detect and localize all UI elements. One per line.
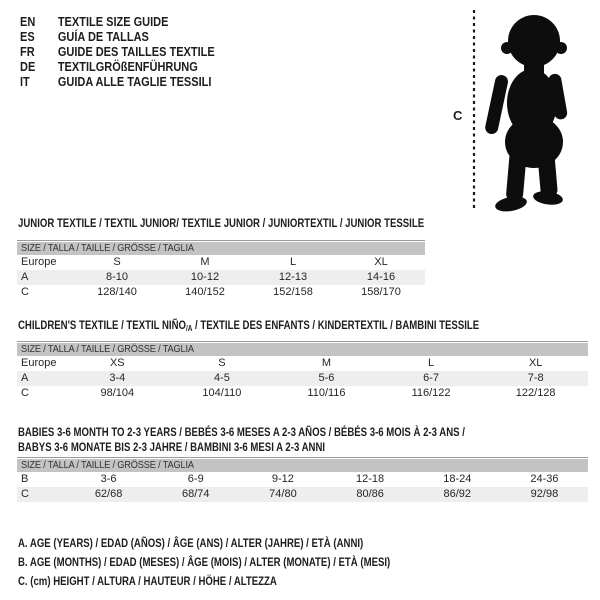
footnote-line bbox=[18, 534, 483, 553]
heading-text: / TEXTILE DES ENFANTS / KINDERTEXTIL / BAMBINI TESSILE bbox=[192, 318, 480, 332]
table-cell: L bbox=[289, 256, 297, 268]
footnote-text: A. AGE (YEARS) / EDAD (AÑOS) / ÂGE (ANS) / ALTER (JAHRE) / ETÀ (ANNI) bbox=[18, 536, 364, 550]
table-cell: 14-16 bbox=[366, 271, 396, 283]
table-cell: 98/104 bbox=[100, 387, 135, 399]
table-row-label: C bbox=[21, 387, 29, 399]
table-cell: 10-12 bbox=[190, 271, 220, 283]
size-table-babies bbox=[17, 457, 588, 502]
table-row-label: A bbox=[21, 271, 29, 283]
table-row-label: C bbox=[21, 488, 29, 500]
language-code: FR bbox=[20, 45, 35, 59]
table-row bbox=[17, 356, 588, 371]
table-cell: L bbox=[428, 357, 435, 369]
language-list bbox=[20, 15, 241, 90]
table-cell: 86/92 bbox=[443, 488, 472, 500]
table-cell: 12-13 bbox=[278, 271, 308, 283]
baby-silhouette-icon bbox=[480, 8, 575, 212]
section-babies-textile bbox=[17, 425, 595, 502]
table-row bbox=[17, 255, 425, 270]
table-cell: 4-5 bbox=[213, 372, 230, 384]
section-heading-junior bbox=[18, 216, 595, 231]
table-cell: 68/74 bbox=[181, 488, 210, 500]
table-row bbox=[17, 270, 425, 285]
section-heading-line bbox=[18, 318, 595, 333]
table-row bbox=[17, 472, 588, 487]
table-row-label: B bbox=[21, 473, 29, 485]
table-cell: 9-12 bbox=[271, 473, 294, 485]
table-cell: 122/128 bbox=[515, 387, 556, 399]
size-table-header-text: SIZE / TALLA / TAILLE / GRÖSSE / TAGLIA bbox=[21, 459, 194, 471]
table-cell: 7-8 bbox=[527, 372, 544, 384]
table-row bbox=[17, 371, 588, 386]
footnote-legend bbox=[18, 534, 483, 591]
footnote-line bbox=[18, 572, 483, 591]
table-cell: M bbox=[200, 256, 210, 268]
language-code: DE bbox=[20, 60, 36, 74]
table-cell: 140/152 bbox=[185, 286, 225, 298]
language-title: TEXTILE SIZE GUIDE bbox=[57, 15, 169, 29]
table-cell: 18-24 bbox=[443, 473, 472, 485]
language-title: GUÍA DE TALLAS bbox=[57, 30, 149, 44]
footnote-text: B. AGE (MONTHS) / EDAD (MESES) / ÂGE (MOIS) / ALTER (MONATE) / ETÀ (MESI) bbox=[18, 555, 391, 569]
language-code: IT bbox=[20, 75, 30, 89]
language-row bbox=[20, 75, 241, 90]
height-dashed-line bbox=[472, 10, 476, 208]
language-row bbox=[20, 45, 241, 60]
size-table-header-text: SIZE / TALLA / TAILLE / GRÖSSE / TAGLIA bbox=[21, 343, 194, 355]
table-row-label: C bbox=[21, 286, 29, 298]
table-cell: S bbox=[218, 357, 226, 369]
table-cell: 128/140 bbox=[97, 286, 137, 298]
table-cell: S bbox=[113, 256, 121, 268]
table-cell: 74/80 bbox=[269, 488, 297, 500]
table-cell: 5-6 bbox=[318, 372, 335, 384]
table-cell: 6-9 bbox=[187, 473, 204, 485]
table-row bbox=[17, 285, 425, 300]
table-cell: 6-7 bbox=[423, 372, 440, 384]
section-heading-children bbox=[18, 318, 595, 333]
table-cell: 3-4 bbox=[109, 372, 126, 384]
heading-text: BABYS 3-6 MONATE BIS 2-3 JAHRE / BAMBINI 3-6 MESI A 2-3 ANNI bbox=[18, 440, 326, 454]
heading-text: BABIES 3-6 MONTH TO 2-3 YEARS / BEBÉS 3-6 MESES A 2-3 AÑOS / BÉBÉS 3-6 MOIS À 2-3 ANS / bbox=[18, 425, 465, 439]
table-cell: M bbox=[321, 357, 332, 369]
heading-text: JUNIOR TEXTILE / TEXTIL JUNIOR/ TEXTILE JUNIOR / JUNIORTEXTIL / JUNIOR TESSILE bbox=[18, 216, 425, 230]
table-cell: 62/68 bbox=[94, 488, 123, 500]
table-cell: 116/122 bbox=[411, 387, 451, 399]
heading-text: CHILDREN'S TEXTILE / TEXTIL NIÑO bbox=[18, 318, 186, 332]
table-cell: 80/86 bbox=[356, 488, 384, 500]
table-cell: 110/116 bbox=[307, 387, 346, 399]
size-table-junior bbox=[17, 240, 425, 300]
table-cell: 3-6 bbox=[100, 473, 117, 485]
section-heading-line bbox=[18, 440, 595, 455]
table-cell: 92/98 bbox=[530, 488, 559, 500]
size-table-header bbox=[17, 343, 588, 356]
table-cell: 158/170 bbox=[361, 286, 401, 298]
language-row bbox=[20, 30, 241, 45]
table-cell: 152/158 bbox=[273, 286, 313, 298]
table-row-label: Europe bbox=[21, 256, 57, 268]
table-row-label: Europe bbox=[21, 357, 57, 369]
language-row bbox=[20, 60, 241, 75]
size-table-header bbox=[17, 459, 588, 472]
table-cell: XL bbox=[528, 357, 543, 369]
size-table-header bbox=[17, 242, 425, 255]
baby-height-figure bbox=[452, 8, 577, 212]
table-row-label: A bbox=[21, 372, 29, 384]
size-table-children bbox=[17, 341, 588, 401]
language-title: GUIDA ALLE TAGLIE TESSILI bbox=[57, 75, 212, 89]
section-heading-line bbox=[18, 425, 595, 440]
table-cell: XL bbox=[374, 256, 388, 268]
language-row bbox=[20, 15, 241, 30]
language-code: EN bbox=[20, 15, 36, 29]
table-cell: 24-36 bbox=[530, 473, 559, 485]
heading-text: /A bbox=[185, 324, 193, 333]
size-table-header-text: SIZE / TALLA / TAILLE / GRÖSSE / TAGLIA bbox=[21, 242, 194, 254]
language-title: TEXTILGRÖßENFÜHRUNG bbox=[57, 60, 198, 74]
language-title: GUIDE DES TAILLES TEXTILE bbox=[57, 45, 215, 59]
table-row bbox=[17, 487, 588, 502]
table-row bbox=[17, 386, 588, 401]
table-cell: 12-18 bbox=[356, 473, 385, 485]
table-cell: 104/110 bbox=[202, 387, 242, 399]
footnote-line bbox=[18, 553, 483, 572]
section-heading-line bbox=[18, 216, 595, 231]
language-code: ES bbox=[20, 30, 35, 44]
section-heading-babies bbox=[18, 425, 595, 455]
table-cell: XS bbox=[109, 357, 125, 369]
section-junior-textile bbox=[17, 216, 595, 300]
height-measure-label: C bbox=[453, 108, 463, 123]
section-childrens-textile bbox=[17, 318, 595, 401]
footnote-text: C. (cm) HEIGHT / ALTURA / HAUTEUR / HÖHE / ALTEZZA bbox=[18, 574, 277, 588]
table-cell: 8-10 bbox=[105, 271, 129, 283]
